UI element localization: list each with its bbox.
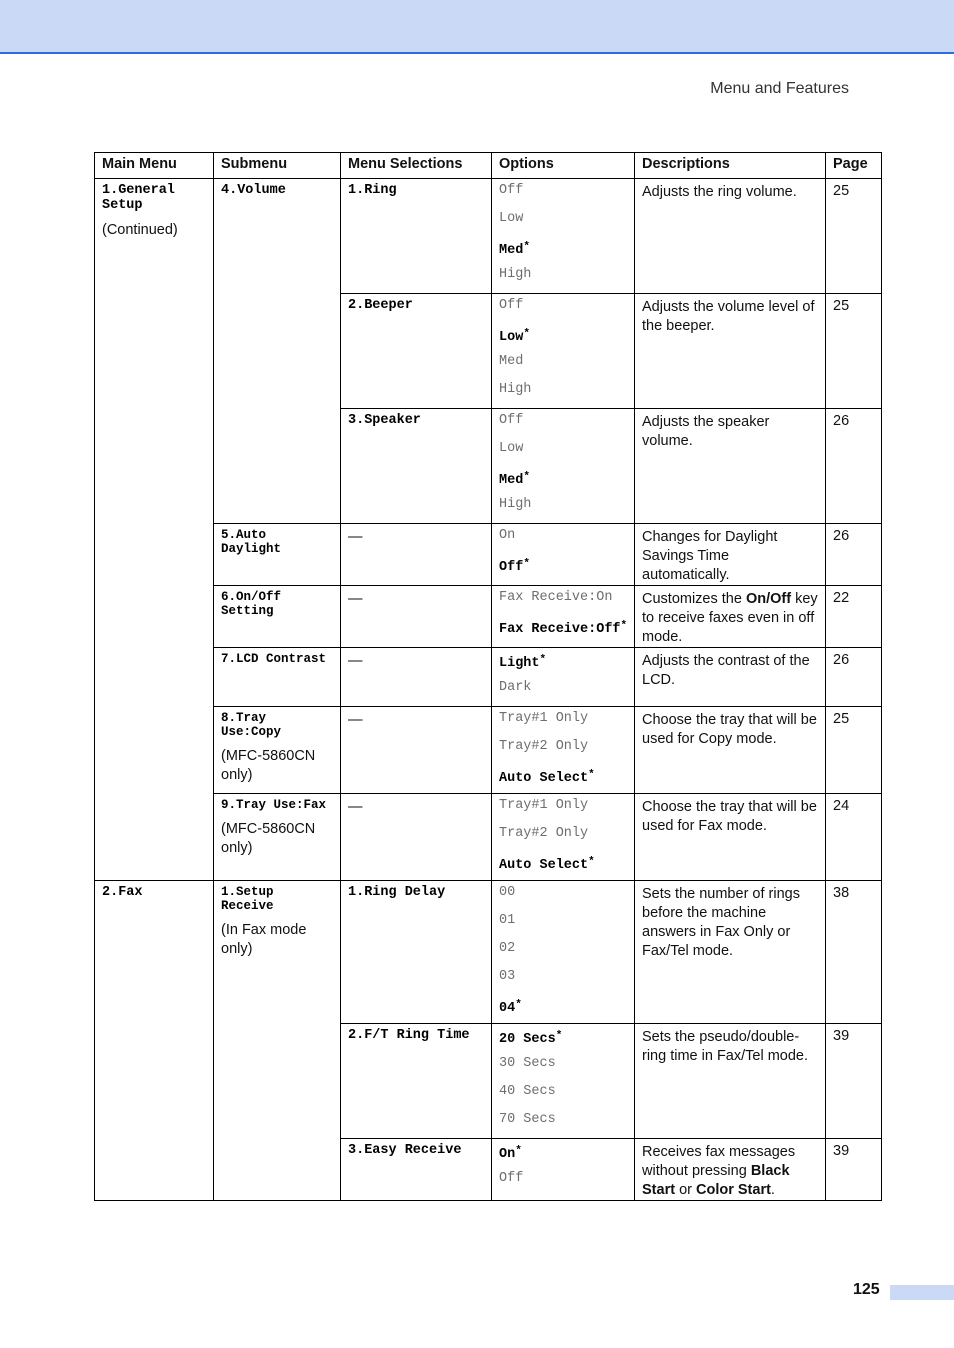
header-band	[0, 0, 954, 54]
description-text: Receives fax messages without pressing	[642, 1144, 796, 1179]
submenu-cell	[214, 707, 341, 794]
page-cell	[826, 881, 882, 1024]
option-default: 04 *	[499, 995, 627, 1023]
menu-selection-label: 3.Speaker	[348, 413, 421, 428]
table-row	[95, 648, 882, 707]
description-text: Sets the number of rings before the machine answers in Fax Only or Fax/Tel mode.	[642, 886, 800, 959]
submenu-cell	[214, 524, 341, 586]
column-header-page: Page	[826, 153, 882, 179]
menu-selection-cell	[341, 586, 492, 648]
menu-selection-cell	[341, 524, 492, 586]
table-row	[95, 707, 882, 794]
menu-selection-label: 1.Ring	[348, 183, 397, 198]
option: High	[499, 267, 532, 282]
submenu-label: 7.LCD Contrast	[221, 652, 327, 666]
column-header-submenu: Submenu	[214, 153, 341, 179]
description-text: Choose the tray that will be used for Fax mode.	[642, 799, 817, 834]
page-cell	[826, 524, 882, 586]
description-cell	[635, 409, 826, 524]
column-header-descriptions: Descriptions	[635, 153, 826, 179]
option-default: Auto Select *	[499, 765, 627, 793]
submenu-label: 9.Tray Use:Fax	[221, 798, 327, 812]
submenu-cell	[214, 648, 341, 707]
submenu-cell	[214, 794, 341, 881]
menu-selection-label: 2.Beeper	[348, 298, 413, 313]
option-default: Fax Receive:Off *	[499, 616, 627, 644]
option-default: Low *	[499, 324, 627, 352]
submenu-label: 6.On/Off Setting	[221, 590, 282, 618]
page-reference: 39	[833, 1143, 850, 1159]
page-reference: 26	[833, 528, 850, 544]
option-default: Med *	[499, 467, 627, 495]
submenu-note: (MFC-5860CN only)	[221, 821, 316, 856]
option: Med	[499, 354, 524, 369]
options-cell	[492, 586, 635, 648]
description-text: Adjusts the speaker volume.	[642, 414, 770, 449]
menu-selection-cell	[341, 294, 492, 409]
menu-table	[94, 152, 882, 1201]
options-cell	[492, 794, 635, 881]
page-reference: 25	[833, 711, 850, 727]
main-menu-cell	[95, 881, 214, 1201]
description-cell	[635, 1139, 826, 1201]
options-cell	[492, 1139, 635, 1201]
option: Off	[499, 1171, 524, 1186]
page-reference: 26	[833, 413, 850, 429]
page-cell	[826, 794, 882, 881]
description-text: Choose the tray that will be used for Copy mode.	[642, 712, 817, 747]
page-reference: 26	[833, 652, 850, 668]
menu-selection-label: —	[348, 712, 363, 728]
page-cell	[826, 648, 882, 707]
key-name: Black Start	[642, 1163, 790, 1198]
main-menu-cell	[95, 179, 214, 881]
menu-selection-cell	[341, 648, 492, 707]
submenu-label: 4.Volume	[221, 183, 286, 198]
option: On	[499, 528, 516, 543]
page-cell	[826, 409, 882, 524]
description-text: key to receive faxes even in off mode.	[642, 591, 818, 645]
description-text: Adjusts the volume level of the beeper.	[642, 299, 815, 334]
description-text: .	[770, 1182, 775, 1198]
option: 02	[499, 941, 516, 956]
option-default: 20 Secs *	[499, 1026, 627, 1054]
column-header-options: Options	[492, 153, 635, 179]
main-menu-label: 2.Fax	[102, 885, 143, 900]
options-cell	[492, 294, 635, 409]
options-cell	[492, 881, 635, 1024]
options-cell	[492, 409, 635, 524]
menu-selection-label: —	[348, 799, 363, 815]
submenu-note: (MFC-5860CN only)	[221, 748, 316, 783]
option: Off	[499, 183, 524, 198]
option: Tray#2 Only	[499, 826, 589, 841]
option: 70 Secs	[499, 1112, 556, 1127]
option: Tray#2 Only	[499, 739, 589, 754]
submenu-cell	[214, 586, 341, 648]
option: 30 Secs	[499, 1056, 556, 1071]
submenu-note: (In Fax mode only)	[221, 922, 307, 957]
page-reference: 39	[833, 1028, 850, 1044]
description-cell	[635, 1024, 826, 1139]
main-menu-note: (Continued)	[102, 222, 178, 238]
options-cell	[492, 1024, 635, 1139]
page-cell	[826, 1024, 882, 1139]
menu-selection-cell	[341, 794, 492, 881]
table-row	[95, 881, 882, 1024]
option: Tray#1 Only	[499, 798, 589, 813]
menu-selection-label: 3.Easy Receive	[348, 1143, 462, 1158]
section-title: Menu and Features	[710, 80, 849, 97]
menu-selection-label: 1.Ring Delay	[348, 885, 446, 900]
option-default: Med *	[499, 237, 627, 265]
menu-selection-cell	[341, 707, 492, 794]
menu-selection-cell	[341, 179, 492, 294]
option: 01	[499, 913, 516, 928]
page-reference: 25	[833, 183, 850, 199]
key-name: Color Start	[696, 1182, 771, 1198]
page-cell	[826, 179, 882, 294]
options-cell	[492, 179, 635, 294]
column-header-menu-selections: Menu Selections	[341, 153, 492, 179]
description-cell	[635, 648, 826, 707]
main-menu-label: 1.General Setup	[102, 183, 175, 213]
options-cell	[492, 524, 635, 586]
description-text: Adjusts the ring volume.	[642, 184, 797, 200]
option: Low	[499, 211, 524, 226]
page-cell	[826, 294, 882, 409]
menu-selection-cell	[341, 409, 492, 524]
page-cell	[826, 1139, 882, 1201]
submenu-cell	[214, 179, 341, 524]
table-header-row	[95, 153, 882, 179]
table-row	[95, 794, 882, 881]
table-row	[95, 524, 882, 586]
description-text: Adjusts the contrast of the LCD.	[642, 653, 810, 688]
option: Low	[499, 441, 524, 456]
page-number: 125	[853, 1281, 880, 1298]
page-cell	[826, 707, 882, 794]
menu-selection-label: —	[348, 529, 363, 545]
description-text: or	[675, 1182, 696, 1198]
option: Off	[499, 298, 524, 313]
description-text: Customizes the	[642, 591, 746, 607]
description-text: Changes for Daylight Savings Time automatically.	[642, 529, 778, 583]
table-row	[95, 586, 882, 648]
description-cell	[635, 707, 826, 794]
menu-selection-label: —	[348, 591, 363, 607]
option: 40 Secs	[499, 1084, 556, 1099]
menu-selection-label: —	[348, 653, 363, 669]
table-body	[95, 179, 882, 1201]
option-default: Auto Select *	[499, 852, 627, 880]
option: Fax Receive:On	[499, 590, 613, 605]
menu-selection-cell	[341, 881, 492, 1024]
column-header-main-menu: Main Menu	[95, 153, 214, 179]
option: 00	[499, 885, 516, 900]
page-reference: 22	[833, 590, 850, 606]
menu-selection-cell	[341, 1024, 492, 1139]
page-cell	[826, 586, 882, 648]
menu-selection-label: 2.F/T Ring Time	[348, 1028, 470, 1043]
option: High	[499, 382, 532, 397]
description-cell	[635, 586, 826, 648]
description-cell	[635, 294, 826, 409]
options-cell	[492, 707, 635, 794]
page-reference: 38	[833, 885, 850, 901]
submenu-label: 1.Setup Receive	[221, 885, 274, 913]
menu-selection-cell	[341, 1139, 492, 1201]
description-cell	[635, 524, 826, 586]
description-cell	[635, 179, 826, 294]
option-default: Light *	[499, 650, 627, 678]
submenu-cell	[214, 881, 341, 1201]
submenu-label: 5.Auto Daylight	[221, 528, 282, 556]
key-name: On/Off	[745, 591, 792, 607]
submenu-label: 8.Tray Use:Copy	[221, 711, 282, 739]
page-reference: 24	[833, 798, 850, 814]
option: Dark	[499, 680, 532, 695]
option-default: Off *	[499, 554, 627, 582]
table-row	[95, 179, 882, 294]
description-cell	[635, 794, 826, 881]
description-text: Sets the pseudo/double-ring time in Fax/Tel mode.	[642, 1029, 809, 1064]
option: High	[499, 497, 532, 512]
description-cell	[635, 881, 826, 1024]
options-cell	[492, 648, 635, 707]
option: Off	[499, 413, 524, 428]
option: 03	[499, 969, 516, 984]
option-default: On *	[499, 1141, 627, 1169]
page-tab-marker	[890, 1285, 954, 1300]
page-reference: 25	[833, 298, 850, 314]
option: Tray#1 Only	[499, 711, 589, 726]
